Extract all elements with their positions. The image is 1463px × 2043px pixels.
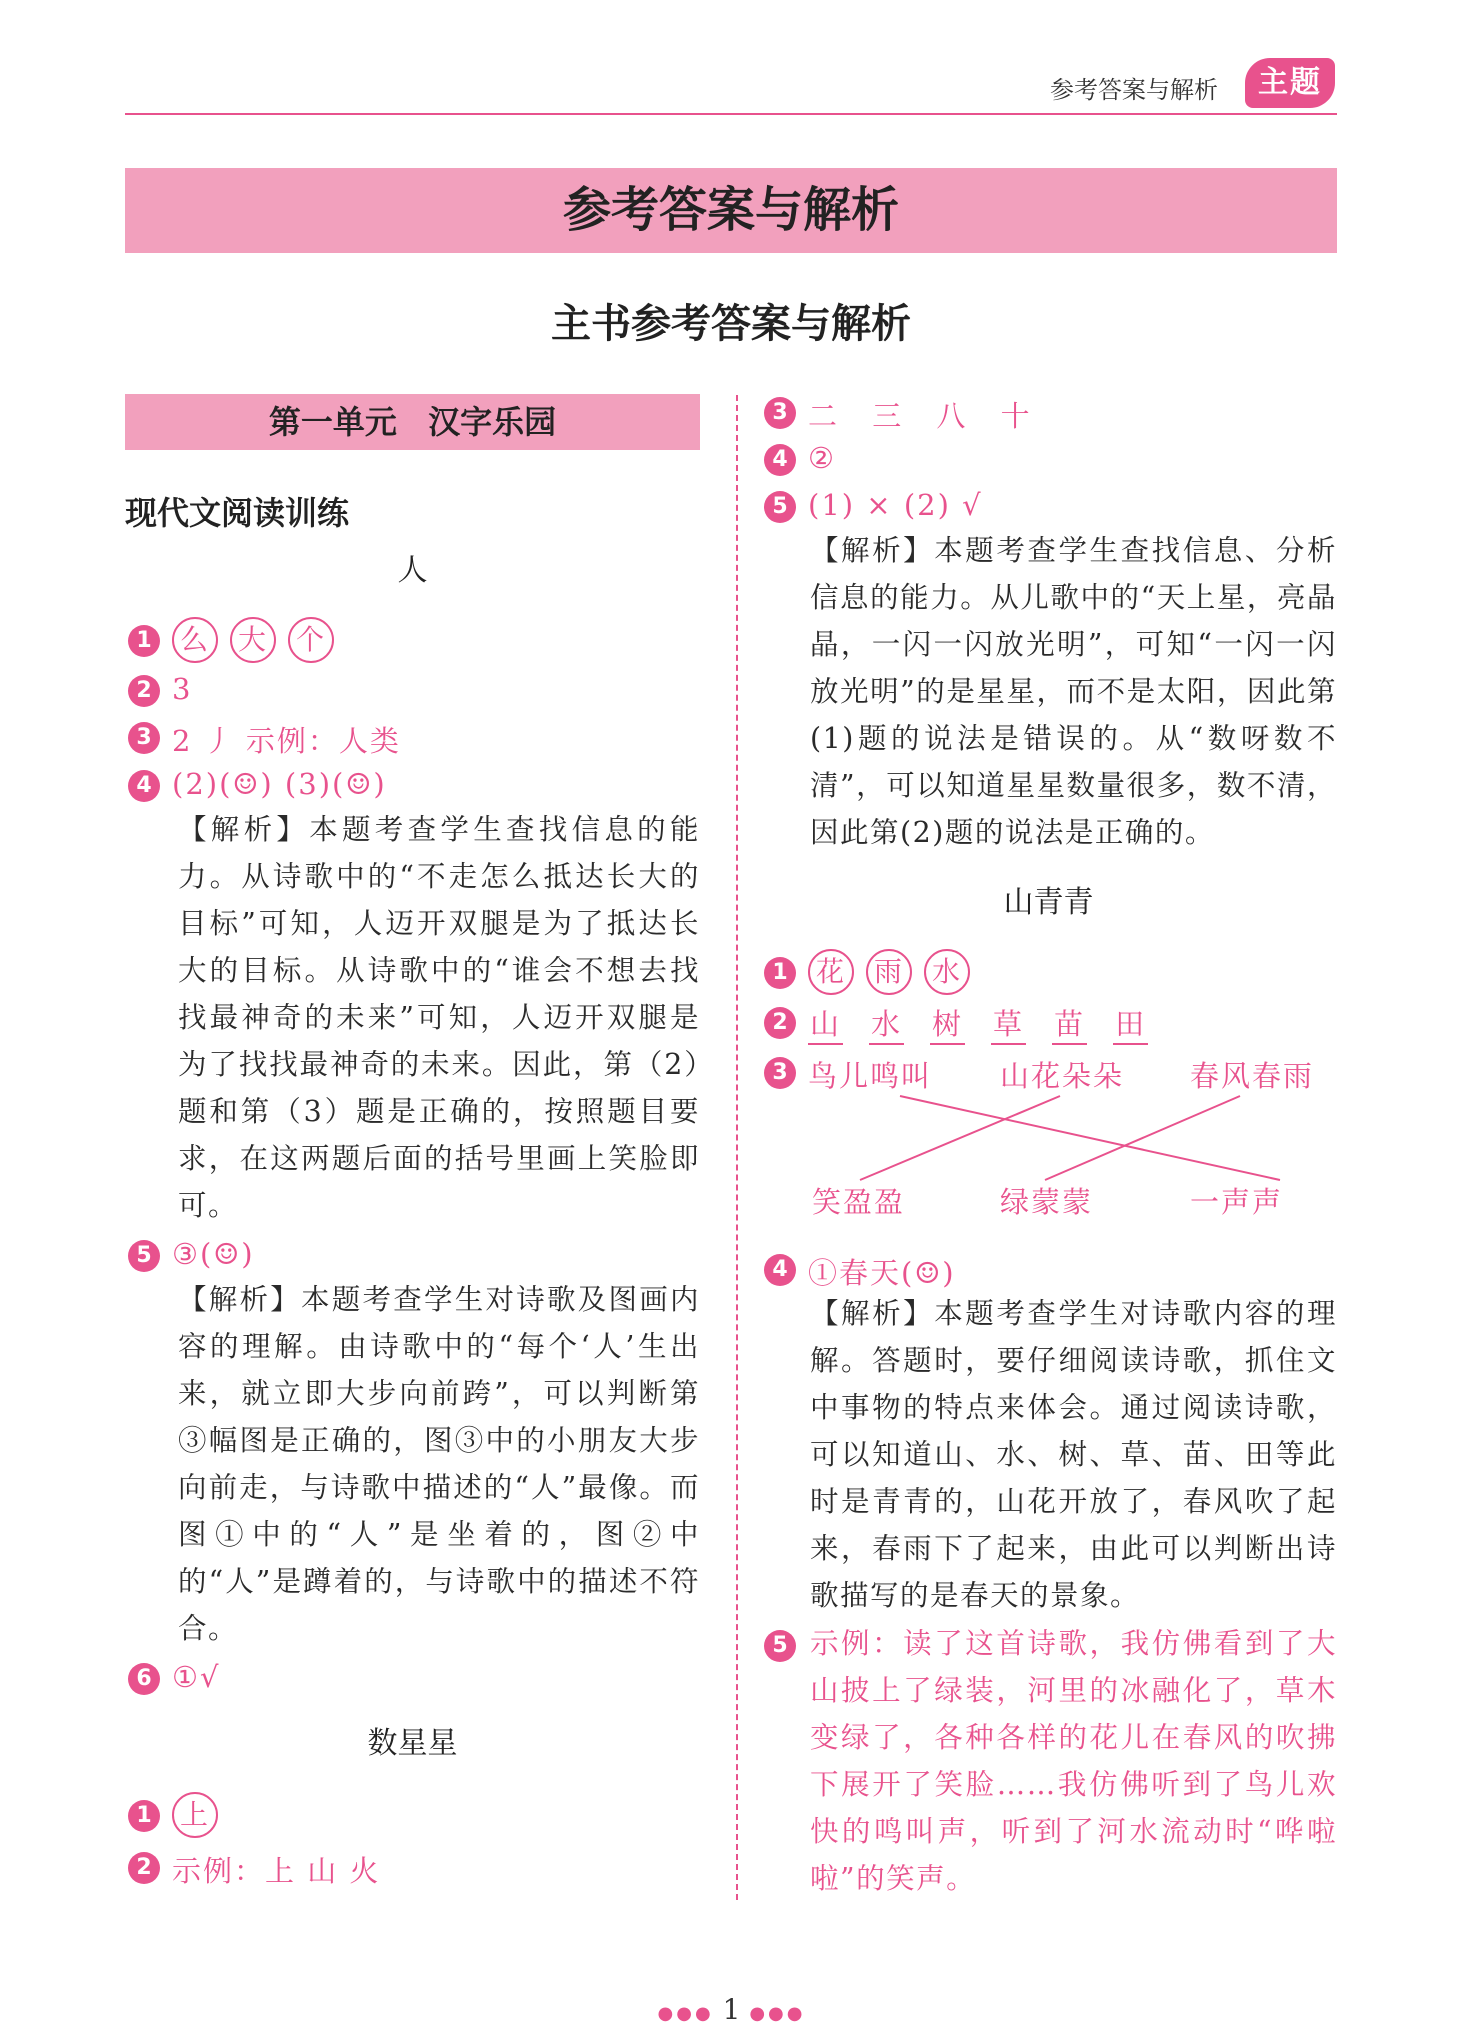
circled-char: 水	[924, 949, 970, 995]
answer-paragraph: 示例：读了这首诗歌，我仿佛看到了大山披上了绿装，河里的冰融化了，草木变绿了，各种各样的花儿在春风的吹拂下展开了笑脸……我仿佛听到了鸟儿欢快的鸣叫声，听到了河水流动时“哗啦啦”的笑声。	[810, 1627, 1337, 1895]
underlined-char: 苗	[1052, 1002, 1087, 1045]
answer-text: 3	[172, 672, 193, 706]
match-line	[900, 1096, 1280, 1180]
circled-char: 上	[172, 1792, 218, 1838]
answer-text: ①春天(☺)	[808, 1256, 956, 1290]
question-number: 2	[764, 1007, 796, 1039]
circled-char: 个	[288, 617, 334, 663]
answer-text: (1) × (2) √	[808, 488, 983, 522]
question-number: 4	[764, 1254, 796, 1286]
answer-circled-chars	[172, 1792, 230, 1838]
question-number: 3	[764, 397, 796, 429]
underlined-char: 树	[930, 1002, 965, 1045]
matching-lines	[760, 1090, 1337, 1190]
analysis-paragraph: 【解析】本题考查学生查找信息、分析信息的能力。从儿歌中的“天上星，亮晶晶，一闪一闪放光明”，可知“一闪一闪放光明”的是星星，而不是太阳，因此第(1)题的说法是错误的。从“数呀数不清”，可以知道星星数量很多，数不清，因此第(2)题的说法是正确的。	[810, 534, 1337, 849]
match-bottom-3: 一声声	[1190, 1185, 1284, 1219]
running-header: 参考答案与解析	[1050, 76, 1218, 104]
match-bottom-2: 绿蒙蒙	[1000, 1185, 1094, 1219]
question-number: 6	[128, 1663, 160, 1695]
underlined-char: 水	[869, 1002, 904, 1045]
underlined-char: 田	[1113, 1002, 1148, 1045]
answer-text: ③(☺)	[172, 1237, 255, 1271]
question-number: 3	[128, 722, 160, 754]
question-number: 2	[128, 675, 160, 707]
analysis-paragraph: 【解析】本题考查学生对诗歌及图画内容的理解。由诗歌中的“每个‘人’生出来，就立即大步向前跨”，可以判断第③幅图是正确的，图③中的小朋友大步向前走，与诗歌中描述的“人”最像。而图①中的“人”是坐着的，图②中的“人”是蹲着的，与诗歌中的描述不符合。	[178, 1283, 700, 1645]
question-number: 4	[764, 444, 796, 476]
match-top-1: 鸟儿鸣叫	[808, 1059, 933, 1093]
circled-char: 大	[230, 617, 276, 663]
answer-text: (2)(☺) (3)(☺)	[172, 767, 387, 801]
page-number-text: 1	[722, 1993, 741, 2026]
question-number: 1	[764, 957, 796, 989]
topic-badge: 主题	[1245, 58, 1335, 108]
header-rule	[125, 113, 1337, 115]
question-number: 5	[764, 1630, 796, 1662]
answer-underlined-chars	[808, 1002, 1148, 1045]
match-top-2: 山花朵朵	[1000, 1059, 1125, 1093]
answer-text: 二 三 八 十	[808, 399, 1032, 433]
question-number: 4	[128, 770, 160, 802]
match-top-3: 春风春雨	[1190, 1059, 1315, 1093]
question-number: 2	[128, 1852, 160, 1884]
analysis-paragraph: 【解析】本题考查学生对诗歌内容的理解。答题时，要仔细阅读诗歌，抓住文中事物的特点来体会。通过阅读诗歌，可以知道山、水、树、草、苗、田等此时是青青的，山花开放了，春风吹了起来，春雨下了起来，由此可以判断出诗歌描写的是春天的景象。	[810, 1297, 1337, 1612]
answer-text: 2 丿 示例：人类	[172, 724, 401, 758]
unit-title: 第一单元 汉字乐园	[125, 394, 700, 450]
column-divider	[736, 395, 738, 1900]
answer-text: ①√	[172, 1660, 221, 1694]
question-number: 5	[764, 491, 796, 523]
question-number: 1	[128, 625, 160, 657]
question-number: 5	[128, 1240, 160, 1272]
section-title: 现代文阅读训练	[125, 494, 350, 532]
answer-text: ②	[808, 441, 836, 475]
circled-char: 么	[172, 617, 218, 663]
circled-char: 雨	[866, 949, 912, 995]
poem-title-shuxingxing: 数星星	[367, 1726, 458, 1761]
underlined-char: 山	[808, 1002, 843, 1045]
page-number: ●●● 1 ●●●	[657, 1993, 806, 2026]
circled-char: 花	[808, 949, 854, 995]
analysis-paragraph: 【解析】本题考查学生查找信息的能力。从诗歌中的“不走怎么抵达长大的目标”可知，人迈开双腿是为了抵达长大的目标。从诗歌中的“谁会不想去找找最神奇的未来”可知，人迈开双腿是为了找找最神奇的未来。因此，第（2）题和第（3）题是正确的，按照题目要求，在这两题后面的括号里画上笑脸即可。	[178, 813, 700, 1222]
page-banner: 参考答案与解析	[125, 168, 1337, 253]
question-number: 3	[764, 1057, 796, 1089]
answer-text: 示例：上 山 火	[172, 1854, 381, 1888]
poem-title-shanqingqing: 山青青	[1003, 885, 1094, 920]
question-number: 1	[128, 1800, 160, 1832]
match-bottom-1: 笑盈盈	[812, 1185, 906, 1219]
answer-circled-chars	[808, 949, 982, 995]
match-line	[1045, 1096, 1240, 1180]
poem-title-ren: 人	[397, 553, 428, 588]
answer-circled-chars	[172, 617, 346, 663]
underlined-char: 草	[991, 1002, 1026, 1045]
page-subtitle: 主书参考答案与解析	[551, 301, 911, 347]
